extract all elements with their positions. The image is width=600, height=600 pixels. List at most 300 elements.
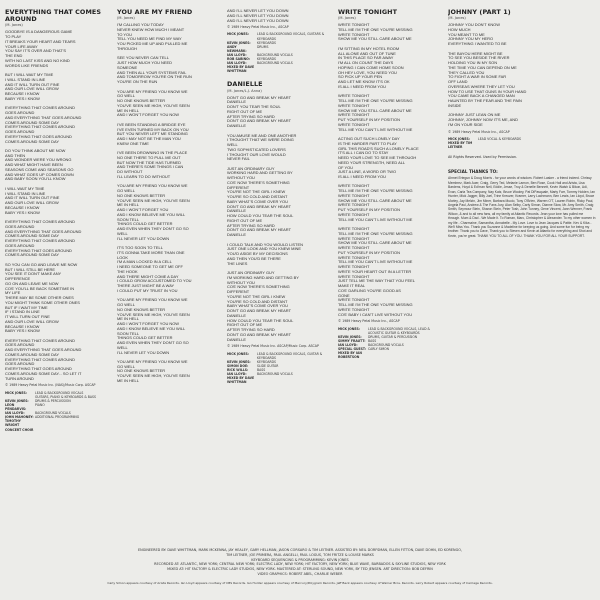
lyric-line: THROUGH xyxy=(117,46,137,51)
musician-row xyxy=(338,327,438,335)
lyric-line: GOES AROUND xyxy=(5,343,35,348)
musician-name: SPECIAL GUEST: xyxy=(338,347,367,352)
lyric-line: WRITE TONIGHT xyxy=(338,122,370,127)
musician-name: MIXED BY DAVE WHITTMAN xyxy=(227,65,255,74)
lyric-line: COS' BABY I CAN'T LIVE WITHOUT YOU xyxy=(338,312,413,317)
musician-role: DRUMS, GUITAR & PERCUSSION xyxy=(368,334,418,339)
song-title-text: EVERYTHING THAT COMES AROUND xyxy=(5,9,102,24)
lyric-line: RIGHT OUT OF ME xyxy=(227,323,263,328)
lyric-line: SEE YOU NEVER CAN TELL xyxy=(117,56,169,61)
musician-name: MIXED BY IAN ROBERTSON xyxy=(338,351,363,360)
lyric-line: TELL ME I'M THE ONE YOU'RE MISSING xyxy=(338,231,413,236)
lyric-line: AND WHAT MIGHT HAVE BEEN xyxy=(5,163,63,168)
lyric-line: ME IN HELL xyxy=(117,378,139,383)
lyric-line: GOES AROUND xyxy=(5,243,35,248)
lyric-line: DO WITHOUT xyxy=(117,170,143,175)
musician-name: ANDY NEWMARK: xyxy=(227,44,247,53)
lyric-line: WRITE TONIGHT xyxy=(338,184,370,189)
lyric-line: WRITE TONIGHT xyxy=(338,227,370,232)
lyric-line: COS' DARLING YOU'RE GOOD AS xyxy=(338,288,401,293)
copyright-notice: © 1989 Heavy Petal Music Inc., ASCAP xyxy=(227,25,289,30)
lyric-line: BUT I WILL WAIT MY TIME xyxy=(5,73,54,78)
lyric-line: DON'T YOU TEAR THE SOUL xyxy=(227,105,281,110)
lyric-line: THE END xyxy=(5,54,23,59)
lyric-line: YOU MEANT TO ME xyxy=(448,32,485,37)
lyric-line: GOES AROUND xyxy=(5,111,35,116)
lyric-line: THERE JUST MIGHT BE A WAY xyxy=(117,284,175,289)
lyric-line: TO YOU xyxy=(117,32,132,37)
musician-name: KEVIN JONES: xyxy=(227,40,251,45)
lyric-line: HOPING I CAN COME HOME SOON xyxy=(338,65,404,70)
lyric-line: EVERYTHING THAT COMES AROUND xyxy=(5,220,75,225)
musician-name: IAN LLOYD: xyxy=(227,52,247,57)
lyric-line: BABY WHAT'S COME OVER YOU xyxy=(227,199,288,204)
lyric-line: THINGS COULD GET BETTER xyxy=(117,336,173,341)
musician-name: MIXED BY TIM LEITNER xyxy=(448,140,473,149)
lyric-line: I THOUGHT THAT WE WERE DOING xyxy=(227,138,294,143)
lyric-line: GO WELL xyxy=(117,94,135,99)
lyric-line: WRITE TONIGHT xyxy=(338,23,370,28)
lyric-line: DON'T GO AND BREAK MY HEART xyxy=(227,228,291,233)
lyric-line: SHOW ME YOU STILL CARE ABOUT ME xyxy=(338,108,412,113)
lyric-line: NO ONE KNOWS BETTER xyxy=(117,99,166,104)
lyric-line: IS ALL I NEED FROM YOU xyxy=(338,84,386,89)
musician-row xyxy=(5,403,105,411)
musician-role: SLIDE GUITAR xyxy=(257,363,279,368)
musician-role: CARLY SIMON xyxy=(368,347,389,352)
column-you-are-my-friend xyxy=(117,9,217,529)
lyric-line: WRITE TONIGHT xyxy=(338,298,370,303)
musician-row xyxy=(5,419,105,431)
lyric-line: DIFFERENT xyxy=(227,185,250,190)
lyric-line: AND OUR LOVE WILL GROW xyxy=(5,201,59,206)
lyric-line: IS ALL I NEED FROM YOU xyxy=(338,175,386,180)
songwriter-credit: (M. Jones/L.J. Anna) xyxy=(227,88,262,93)
lyric-line: AND I'LL NEVER LET YOU DOWN xyxy=(227,13,289,18)
lyric-line: WELL xyxy=(117,345,128,350)
musician-row xyxy=(338,351,438,359)
musician-role xyxy=(257,376,327,384)
lyric-line: WRITE TONIGHT xyxy=(338,236,370,241)
lyric-line: IT'S GONNA TAKE MORE THAN ONE xyxy=(117,250,185,255)
footer-courtesy: Carly Simon appears courtesy of Arista Records. Ian Lloyd appears courtesy of CBS Records. Ian Hunter appears courtesy of Mercury/Polygram Records. Jeff Beck appears courtesy of Warner Bros. Records. Larry Robert appears courtesy of Carriage Records. xyxy=(107,580,493,585)
lyric-line: COMES AROUND SOME DAY xyxy=(5,253,59,258)
lyric-line: BUT IF I WAIT MY TIME xyxy=(5,305,48,310)
lyric-line: AND EVEN WHEN THEY DON'T GO SO xyxy=(117,341,189,346)
lyric-line: YOU PICKED ME UP AND PULLED ME xyxy=(117,42,188,47)
lyric-line: DANIELLE xyxy=(227,100,247,105)
lyric-line: AND I WON'T FORGET YOU NOW xyxy=(117,322,180,327)
lyric-line: NEVER KNEW HOW MUCH I MEANT xyxy=(117,27,185,32)
musician-role xyxy=(257,65,327,73)
lyric-line: IT'S TOO SOON TO TELL xyxy=(117,246,163,251)
lyric-line: I'VE BEEN STANDING A BRIDGE EYE xyxy=(117,122,186,127)
lyric-line: BECAUSE I KNOW xyxy=(5,92,40,97)
lyric-line: I NEED SOMEONE TO GET ME OFF xyxy=(117,265,183,270)
lyric-line: WRITE TONIGHT xyxy=(338,103,370,108)
lyric-line: BABY YES I KNOW xyxy=(5,210,40,215)
copyright-notice: © 1989 Heavy Petal Music Inc., ASCAP xyxy=(448,129,510,134)
lyric-line: AND THERE MIGHT COME A DAY xyxy=(117,274,179,279)
musician-role: LEAD & BACKGROUND VOCALS, LEAD & ACOUSTIC GUITAR & KEYBOARDS xyxy=(368,326,430,335)
lyric-line: SO PICK UP YOUR PEN xyxy=(338,75,383,80)
lyric-line: YOU'RE NOT THE GIRL I KNEW xyxy=(227,190,286,195)
lyric-line: TWO SOPHISTICATED LOVERS xyxy=(227,147,286,152)
lyric-line: IT BREAKS YOUR HEART AND TEARS xyxy=(5,39,76,44)
musician-name: MICK JONES: xyxy=(227,351,249,356)
lyric-line: AFTER TRYING SO HARD xyxy=(227,223,275,228)
musician-name: TIMOTHY WRIGHT CONCERT CHOIR xyxy=(5,419,34,432)
musician-name: SIMON DOE: xyxy=(227,363,249,368)
lyric-line: YOU'VE SEEN ME HIGH, YOU'VE SEEN xyxy=(117,374,190,379)
lyric-line: I'M A MAN LOCKED IN A CELL xyxy=(117,260,172,265)
lyric-line: EVERYTHING THAT COMES AROUND xyxy=(5,125,75,130)
lyric-line: GOODBYE IS A DANGEROUS GAME xyxy=(5,30,73,35)
musician-name: IAN LLOYD: xyxy=(338,342,358,347)
musician-role: BACKGROUND VOCALS xyxy=(257,61,293,66)
lyric-line: WRITE TONIGHT xyxy=(338,212,370,217)
lyric-line: NO ONE KNOWS BETTER xyxy=(117,193,166,198)
copyright-notice: © 1989 Heavy Petal Music Inc. ASCAP/Music Corp. ASCAP xyxy=(227,344,319,349)
lyric-line: HOLDING YOU IN MY SON xyxy=(448,61,498,66)
musician-row xyxy=(227,352,327,360)
lyric-line: JUST HOW MUCH YOU NEED xyxy=(117,61,172,66)
lyric-line: BABY YES I KNOW xyxy=(5,96,40,101)
lyric-line: SOMEONE xyxy=(117,65,138,70)
musician-name: IAN LLOYD: xyxy=(227,61,247,66)
column-johnny xyxy=(448,9,596,529)
lyric-line: MAKE IT REAL xyxy=(338,284,366,289)
musician-credits xyxy=(5,391,105,432)
lyric-line: HOW COULD YOU TEAR THE SOUL xyxy=(227,214,294,219)
songwriter-credit: (M. Jones) xyxy=(5,23,23,28)
lyric-line: THERE MAY BE SOME OTHER ONES xyxy=(5,296,74,301)
lyric-line: AND I WON'T FORGET YOU NOW xyxy=(117,113,180,118)
lyric-line: DIFFERENT xyxy=(227,290,250,295)
lyric-line: TELL ME I'M THE ONE YOU'RE MISSING xyxy=(338,303,413,308)
lyric-line: TURN AROUND xyxy=(5,376,34,381)
musician-role: KEYBOARDS xyxy=(257,40,276,45)
lyric-line: SOON TELL xyxy=(117,331,140,336)
lyric-line: EVERYTHING THAT COMES AROUND xyxy=(5,357,75,362)
lyric-line: DON'T GO AND BREAK MY HEART xyxy=(227,95,291,100)
musician-name: KEVIN JONES: xyxy=(227,359,251,364)
musician-role: BACKGROUND VOCALS xyxy=(257,52,293,57)
lyric-line: BABY WHAT'S COME OVER YOU xyxy=(227,304,288,309)
musician-credits xyxy=(448,137,596,149)
footer-assisted: TIM LEITNER, JOE PRIMERA, PAUL ANGELLI, PAUL LOGUS, TOM FRITZE & LOUISE MARKS xyxy=(226,552,374,557)
lyric-line: I WILL STAND IN LINE xyxy=(5,77,46,82)
lyric-line: AND EVEN WHEN THEY DON'T GO SO xyxy=(117,227,189,232)
lyric-line: COS' YOU'LL BE BACK SOMETIME IN xyxy=(5,286,75,291)
lyric-line: AND EVERYTHING THAT GOES AROUND xyxy=(5,229,82,234)
song-title xyxy=(117,9,217,16)
musician-name: LEON PENDARVIS: xyxy=(5,402,27,412)
lyric-line: JUST AN ORDINARY GUY xyxy=(227,166,275,171)
lyric-line: WORKING HARD AND GETTING BY xyxy=(227,171,293,176)
lyric-line: YOU SAY IT'S OVER AND THAT'S xyxy=(5,49,66,54)
lyric-line: BABY YES I KNOW xyxy=(5,329,40,334)
lyric-line: JUST AN ORDINARY GUY xyxy=(227,271,275,276)
songwriter-credit: (M. Jones) xyxy=(117,16,135,21)
lyric-line: OFF LAND xyxy=(448,80,468,85)
lyric-line: WELL xyxy=(117,231,128,236)
lyric-line: TO FIGHT A WAR IN SOME FAR xyxy=(448,75,507,80)
lyric-line: TELL ME YOU CAN'T LIVE WITHOUT ME xyxy=(338,217,413,222)
musician-role: LEAD & BACKGROUND VOCALS xyxy=(35,390,84,395)
lyric-line: GIRL THIS ROAD'S SUCH A LONELY PLACE xyxy=(338,146,419,151)
lyric-line: IS THE HARDER PART TO PLAY xyxy=(338,141,397,146)
lyric-line: JOHNNY YOU DON'T KNOW xyxy=(448,23,500,28)
lyric-line: YOU'VE SEEN ME HIGH, YOU'VE SEEN xyxy=(117,312,190,317)
lyric-line: AND EVERYTHING THAT GOES AROUND xyxy=(5,348,82,353)
lyric-line: SHOW ME YOU STILL CARE ABOUT ME xyxy=(338,241,412,246)
lyric-line: WRITE TONIGHT xyxy=(338,265,370,270)
lyric-line: NEED YOUR LOVE TO SEE ME THROUGH xyxy=(338,156,417,161)
lyric-line: I'LL NEVER LET YOU DOWN xyxy=(117,350,170,355)
song-title xyxy=(5,9,105,23)
musician-name: JOHN MAHONEY: xyxy=(5,415,34,420)
lyric-line: WRITE TONIGHT xyxy=(338,203,370,208)
lyric-line: HAUNTED BY THE FEAR AND THE PAIN xyxy=(448,99,522,104)
lyric-line: AND EVERYTHING THAT GOES AROUND xyxy=(5,115,82,120)
lyric-line: DANIELLE xyxy=(227,337,247,342)
lyric-line: WRITE TONIGHT xyxy=(338,274,370,279)
lyric-line: IN THIS PLACE SO FAR AWAY xyxy=(338,56,394,61)
song-title-text: JOHNNY xyxy=(448,9,478,16)
lyric-line: I THOUGHT OUR LOVE WOULD xyxy=(227,152,286,157)
lyric-line: I WILL STAND IN LINE xyxy=(5,191,46,196)
lyric-line: AND THEN xyxy=(5,153,26,158)
lyric-line: AND THERE'S SOME THINGS I CAN xyxy=(117,165,184,170)
production-credits xyxy=(8,548,592,586)
lyric-line: TO PLAY xyxy=(5,35,22,40)
musician-role: DRUMS xyxy=(257,44,269,49)
lyric-line: BUT NOW THE TIDE HAS TURNED xyxy=(117,160,182,165)
lyric-line: ACTING OUT SUCH LONELY DAY xyxy=(338,137,400,142)
musician-row xyxy=(227,32,327,40)
lyric-line: DANIELLE xyxy=(227,233,247,238)
lyric-line: I'LL NEVER LET YOU DOWN xyxy=(117,236,170,241)
lyric-line: WELL xyxy=(227,143,238,148)
lyric-line: JOHNNY YOU MY HERO xyxy=(448,37,494,42)
musician-role: KEYBOARDS xyxy=(257,359,276,364)
lyric-line: AND I WON'T FORGET YOU xyxy=(117,208,169,213)
lyric-line: I COULD TALK AND YOU WOULD LISTEN xyxy=(227,242,303,247)
lyric-line: TELL ME YOU CAN'T LIVE WITHOUT ME xyxy=(338,127,413,132)
lyric-line: DANIELLE xyxy=(227,209,247,214)
lyric-line: MY LIFE xyxy=(5,291,21,296)
column-write-tonight xyxy=(338,9,438,529)
musician-role xyxy=(478,141,596,149)
lyric-line: BECAUSE I KNOW xyxy=(5,324,40,329)
lyric-line: AND I KNOW BELIEVE ME YOU WILL xyxy=(117,212,186,217)
lyric-line: AND OUR LOVE WILL GROW xyxy=(5,87,59,92)
song-title: DANIELLE xyxy=(227,80,263,89)
lyric-line: AND OUR LOVE WILL GROW xyxy=(5,319,59,324)
lyric-line: EVERYTHING THAT COMES AROUND xyxy=(5,338,75,343)
lyric-line: WITHOUT YOU xyxy=(227,176,255,181)
lyric-line: EVERYTHING I WANTED TO BE xyxy=(448,42,507,47)
lyric-line: DO YOU THINK ABOUT ME NOW xyxy=(5,148,66,153)
lyric-line: WRITE YOUR HEART OUT IN A LETTER xyxy=(338,269,412,274)
musician-name: KEVIN JONES: xyxy=(338,334,362,339)
lyric-line: NO ONE KNOWS BETTER xyxy=(117,369,166,374)
lyric-line: ME IN HELL xyxy=(117,108,139,113)
lyric-line: SHOW ME YOU STILL CARE ABOUT ME xyxy=(338,37,412,42)
lyric-line: COMES AROUND SOME DAY xyxy=(5,234,59,239)
musician-row xyxy=(448,141,596,149)
lyric-line: SHOW ME YOU STILL CARE ABOUT ME xyxy=(338,198,412,203)
lyric-line: HOW MUCH xyxy=(448,27,471,32)
lyric-line: I COULD PUT MY TRUST IN YOU xyxy=(117,288,178,293)
lyric-line: GONE xyxy=(338,293,350,298)
lyric-line: LOOK xyxy=(117,255,128,260)
lyric-line: YOU'RE SO COLD AND DISTANT xyxy=(227,195,288,200)
lyric-line: I'LL LEARN TO DO WITHOUT xyxy=(117,174,171,179)
musician-credits xyxy=(227,32,327,73)
lyric-line: WRITE TONIGHT xyxy=(338,255,370,260)
lyric-line: DANIELLE xyxy=(227,124,247,129)
lyric-line: BUT I WILL STILL BE HERE xyxy=(5,267,55,272)
lyric-line: DON'T GO AND BREAK MY HEART xyxy=(227,204,291,209)
song-title xyxy=(338,9,438,16)
lyric-line: I'M ON YOUR SIDE xyxy=(448,122,483,127)
copyright-notice: © 1989 Heavy Petal Music Inc., ASCAP xyxy=(338,319,400,324)
musician-role: PIANO xyxy=(35,402,45,407)
lyric-line: TELL ME I'M THE ONE YOU'RE MISSING xyxy=(338,27,413,32)
lyric-line: ME IN HELL xyxy=(117,317,139,322)
lyric-line: TELL ME YOU CAN'T LIVE WITHOUT ME xyxy=(338,260,413,265)
lyric-line: YOU'RE SO COLD AND DISTANT xyxy=(227,299,288,304)
lyric-line: TELL YOU NEED ME FIND MY WAY xyxy=(117,37,182,42)
lyric-line: GOES AROUND xyxy=(5,362,35,367)
lyric-line: GO WELL xyxy=(117,364,135,369)
lyric-line: BUT YOU NEVER LEFT ME STANDING xyxy=(117,132,188,137)
musician-name: IAN LLOYD: xyxy=(227,372,247,377)
lyric-line: JOHNNY JUST LEAN ON ME xyxy=(448,113,501,118)
lyric-line: AFTER TRYING SO HARD xyxy=(227,328,275,333)
lyric-line: ME IN HELL xyxy=(117,203,139,208)
lyric-line: GO ON AND LEAVE ME NOW xyxy=(5,281,59,286)
musician-role: LEAD & BACKGROUND VOCALS, GUITARS & KEYBOARDS xyxy=(257,32,325,41)
musician-row xyxy=(227,65,327,73)
lyric-line: EVERYTHING THAT GOES AROUND xyxy=(5,367,72,372)
lyric-line: AFTER TRYING SO HARD xyxy=(227,114,275,119)
footer-recorded: RECORDED AT: ATLANTIC, NEW YORK; CENTRAL NEW YORK; ELECTRIC LADY, NEW YORK; HIT FACTORY, NEW YORK; BLUE WAVE, BARBADOS & SKYLINE STUDIOS, NEW YORK xyxy=(154,562,446,567)
footer-engineered: ENGINEERED BY: DAVE WHITTMAN, MARK MCKENNA, JAY HEALEY, GARY HELLMAN, JASON CORSARO & TIM LEITNER. ASSISTED BY: NEIL DORFSMAN, ELLEN FITTON, DAVE DOHN, ED KORENGO, xyxy=(138,548,462,552)
lyric-line: YOU SEE IT DON'T MAKE ANY xyxy=(5,272,62,277)
lyric-line: OF YOU xyxy=(338,165,354,170)
lyric-line: PUT YOURSELF IN MY POSITION xyxy=(338,118,400,123)
lyric-line: AND THEN YOU'D BE THERE xyxy=(227,256,281,261)
musician-role: LEAD & BACKGROUND VOCALS, GUITAR & KEYBOARDS xyxy=(257,351,323,360)
lyric-line: AND THEN ALL YOUR SYSTEMS FAIL xyxy=(117,70,187,75)
lyric-line: I'VE BEEN DROWNING IN THE PLACE xyxy=(117,151,188,156)
lyric-line: YOU AMUSE ME AND ONE ANOTHER xyxy=(227,133,297,138)
musician-name: ROB SABINO: xyxy=(227,57,251,62)
lyric-line: AND BABY SOON YOU'LL KNOW xyxy=(5,177,66,182)
lyric-line: WRITE TONIGHT xyxy=(338,32,370,37)
musician-name: MIXED BY DAVE WHITTMAN xyxy=(227,376,255,385)
lyric-line: I'VE EVEN TURNED MY BACK ON YOU xyxy=(117,127,189,132)
footer-video: VIDEO GRAPHICS: ROBERT ABEL, CHARLIE WEBER xyxy=(257,571,343,576)
song-title xyxy=(448,9,596,16)
lyric-line: YOU'RE ON THE RUN xyxy=(117,80,158,85)
musician-role: BACKGROUND VOCALS xyxy=(35,411,71,416)
lyric-line: JOHNNY, JOHNNY NOW IT'S ME, AND xyxy=(448,118,518,123)
lyric-line: RIGHT OUT OF ME xyxy=(227,109,263,114)
lyric-line: AND IT WILL TURN OUT FINE xyxy=(5,196,60,201)
lyric-line: COMES AROUND SOME DAY xyxy=(5,120,59,125)
lyric-line: THE TIME YOU CAN DEPEND ON ME xyxy=(448,65,517,70)
lyric-line: AND WHAT GOES UP COMES DOWN xyxy=(5,172,74,177)
musician-role: KEYBOARDS xyxy=(257,57,276,62)
lyric-line: YOU'VE SEEN ME HIGH, YOU'VE SEEN xyxy=(117,103,190,108)
lyric-line: AND I'LL NEVER LET YOU DOWN xyxy=(227,18,289,23)
lyric-line: EVERYTHING THAT GOES AROUND xyxy=(5,134,72,139)
lyric-line: NEVER FAIL xyxy=(227,157,250,162)
lyric-line: AND IT WILL TURN OUT FINE xyxy=(5,82,60,87)
musician-role: ADDITIONAL PROGRAMMING xyxy=(35,415,80,420)
lyric-line: COMES AROUND SOME DAY xyxy=(5,139,59,144)
lyric-line: TELL ME I'M THE ONE YOU'RE MISSING xyxy=(338,99,413,104)
lyric-line: WRITE TONIGHT xyxy=(338,193,370,198)
lyric-line: JUST ONE LOOK AND YOU KNEW MINE xyxy=(227,247,302,252)
lyric-line: GOES AROUND xyxy=(5,224,35,229)
lyric-line: YOU'VE SEEN ME HIGH, YOU'VE SEEN xyxy=(117,198,190,203)
lyric-line: WRITE TONIGHT xyxy=(338,307,370,312)
lyric-line: DON'T GO AND BREAK MY HEART xyxy=(227,119,291,124)
lyric-line: YOUR LIFE AWAY xyxy=(5,44,38,49)
lyric-line: I WILL WAIT MY TIME xyxy=(5,186,45,191)
musician-role xyxy=(35,419,105,431)
lyric-line: I COULD GROW ACCUSTOMED TO YOU xyxy=(117,279,192,284)
lyric-line: PUT YOURSELF IN MY POSITION xyxy=(338,208,400,213)
lyric-line: NEED YOUR STRENGTH, NEED ALL xyxy=(338,160,406,165)
musician-role: DRUMS & PERCUSSION xyxy=(35,398,71,403)
musician-name: MICK JONES: xyxy=(5,390,27,395)
musician-name: MICK JONES: xyxy=(338,326,360,331)
lyric-line: EVERYTHING THAT COMES AROUND xyxy=(5,239,75,244)
lyric-line: THEY CALLED YOU xyxy=(448,70,485,75)
lyric-line: THINGS COULD GET BETTER xyxy=(117,222,173,227)
musician-role: BACKGROUND VOCALS xyxy=(368,342,404,347)
musician-role: LEAD VOCAL & KEYBOARDS xyxy=(478,136,521,141)
musician-row xyxy=(227,376,327,384)
musician-credits xyxy=(338,327,438,360)
lyric-line: WITHOUT YOU xyxy=(227,280,255,285)
lyric-line: AND I KNOW BELIEVE ME YOU WILL xyxy=(117,326,186,331)
lyric-line: I'M SITTING IN MY HOTEL ROOM xyxy=(338,46,400,51)
lyric-line: OH HEY LOVE, YOU NEED YOU xyxy=(338,70,397,75)
copyright-notice: © 1989 Heavy Petal Music Inc. (NAS)/Music Corp. ASCAP xyxy=(5,383,96,388)
lyric-line: DANIELLE xyxy=(227,313,247,318)
musician-name: MICK JONES: xyxy=(227,32,249,37)
lyric-line: AND I MAY NOT BE THE MAN YOU xyxy=(117,137,181,142)
lyric-line: COS' NOW THERE'S SOMETHING xyxy=(227,180,290,185)
musician-name: RICK WILLS: xyxy=(227,367,249,372)
lyric-line: SO YOU CAN GO AND LEAVE ME NOW xyxy=(5,262,78,267)
lyric-line: YOU ARE MY FRIEND YOU KNOW WE xyxy=(117,298,188,303)
lyric-line: OVERSEAS WHERE THEY LET YOU xyxy=(448,84,515,89)
lyric-line: DON'T GO AND BREAK MY HEART xyxy=(227,332,291,337)
lyric-line: YOU ARE MY FRIEND YOU KNOW WE xyxy=(117,359,188,364)
songwriter-credit: (M. Jones) xyxy=(448,16,466,21)
musician-role: GUITARS, PIANO & KEYBOARDS & BASS xyxy=(35,394,96,399)
lyric-line: GOES AROUND xyxy=(5,130,35,135)
musician-name: MICK JONES: xyxy=(448,136,470,141)
